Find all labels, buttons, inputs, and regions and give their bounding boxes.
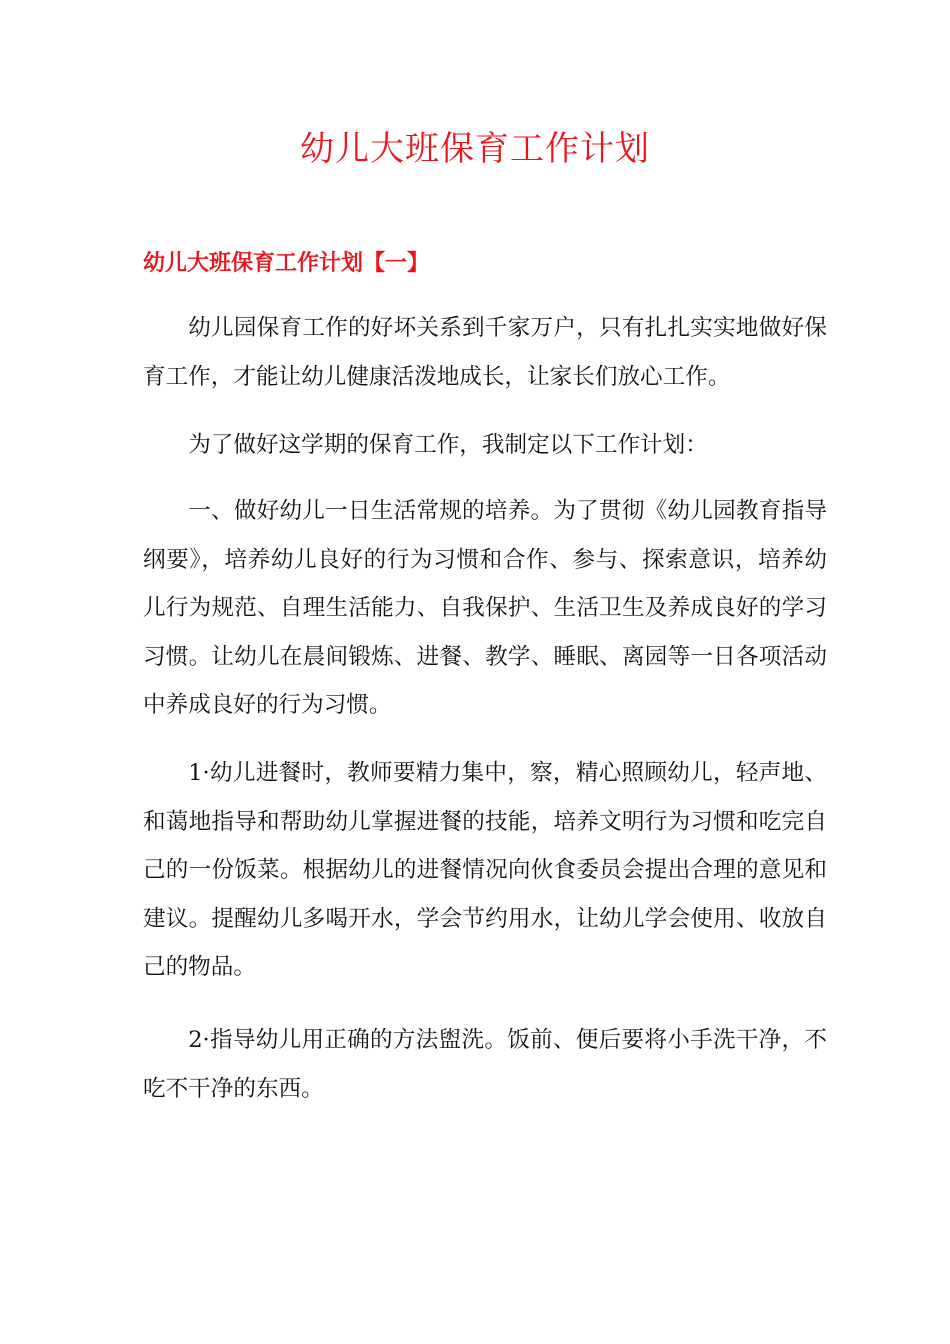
section-heading: 幼儿大班保育工作计划【一】	[143, 251, 430, 276]
paragraph-intro: 幼儿园保育工作的好坏关系到千家万户，只有扎扎实实地做好保育工作，才能让幼儿健康活泼地成长，让家长们放心工作。	[143, 315, 827, 390]
document-title: 幼儿大班保育工作计划	[300, 129, 650, 169]
paragraph-plan-lead: 为了做好这学期的保育工作，我制定以下工作计划：	[188, 432, 708, 458]
paragraph-routine: 一、做好幼儿一日生活常规的培养。为了贯彻《幼儿园教育指导纲要》，培养幼儿良好的行为习惯和合作、参与、探索意识，培养幼儿行为规范、自理生活能力、自我保护、生活卫生及养成良好的学习习惯。让幼儿在晨间锻炼、进餐、教学、睡眠、离园等一日各项活动中养成良好的行为习惯。	[143, 498, 827, 718]
paragraph-meals: 1·幼儿进餐时，教师要精力集中，察，精心照顾幼儿，轻声地、和蔼地指导和帮助幼儿掌握进餐的技能，培养文明行为习惯和吃完自己的一份饭菜。根据幼儿的进餐情况向伙食委员会提出合理的意见和建议。提醒幼儿多喝开水，学会节约用水，让幼儿学会使用、收放自己的物品。	[143, 760, 827, 980]
paragraph-washing: 2·指导幼儿用正确的方法盥洗。饭前、便后要将小手洗干净，不吃不干净的东西。	[143, 1027, 827, 1102]
